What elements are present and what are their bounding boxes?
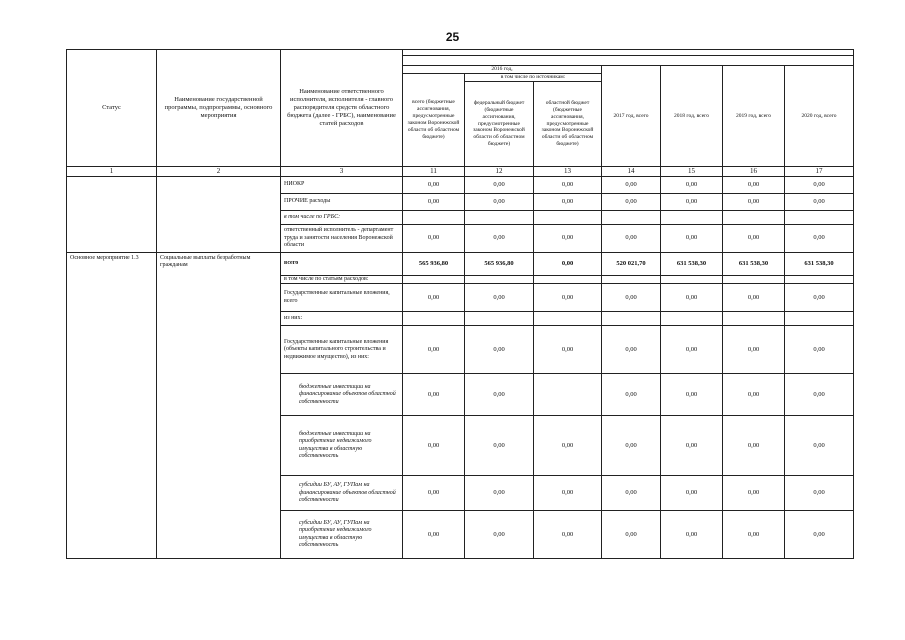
value-cell: 0,00 bbox=[785, 176, 854, 193]
column-index: 15 bbox=[661, 167, 723, 177]
header-blank-second bbox=[403, 56, 854, 66]
value-cell: 565 936,80 bbox=[403, 252, 465, 275]
value-cell: 0,00 bbox=[785, 374, 854, 416]
value-cell: 0,00 bbox=[403, 224, 465, 252]
value-cell: 0,00 bbox=[661, 416, 723, 476]
value-cell bbox=[602, 312, 661, 326]
program-cell: Социальные выплаты безработным гражданам bbox=[157, 252, 281, 559]
column-index: 11 bbox=[403, 167, 465, 177]
value-cell: 0,00 bbox=[534, 284, 602, 312]
value-cell: 0,00 bbox=[602, 326, 661, 374]
value-cell: 631 538,30 bbox=[785, 252, 854, 275]
value-cell bbox=[785, 275, 854, 284]
row-label: субсидии БУ, АУ, ГУПам на приобретение недвижимого имущества в областную собственность bbox=[281, 511, 403, 559]
value-cell: 0,00 bbox=[602, 374, 661, 416]
value-cell: 0,00 bbox=[465, 511, 534, 559]
row-label: ответственный исполнитель - департамент труда и занятости населения Воронежской области bbox=[281, 224, 403, 252]
header-total: всего (бюджетные ассигнования, предусмотренные законом Воронежской области об областном бюджете) bbox=[403, 74, 465, 167]
value-cell bbox=[534, 275, 602, 284]
value-cell: 0,00 bbox=[661, 284, 723, 312]
value-cell: 0,00 bbox=[723, 476, 785, 511]
value-cell bbox=[465, 275, 534, 284]
value-cell: 0,00 bbox=[602, 416, 661, 476]
value-cell bbox=[723, 312, 785, 326]
value-cell bbox=[534, 374, 602, 416]
value-cell: 0,00 bbox=[785, 193, 854, 210]
row-label: из них: bbox=[281, 312, 403, 326]
value-cell: 0,00 bbox=[723, 326, 785, 374]
value-cell: 0,00 bbox=[602, 476, 661, 511]
value-cell bbox=[661, 275, 723, 284]
value-cell bbox=[403, 312, 465, 326]
value-cell: 0,00 bbox=[785, 511, 854, 559]
value-cell: 0,00 bbox=[723, 511, 785, 559]
value-cell: 0,00 bbox=[661, 176, 723, 193]
value-cell: 0,00 bbox=[602, 224, 661, 252]
row-label: бюджетные инвестиции на приобретение недвижимого имущества в областную собственность bbox=[281, 416, 403, 476]
header-federal: федеральный бюджет (бюджетные ассигнования, предусмотренные законом Воронежской области об областном бюджете) bbox=[465, 82, 534, 167]
header-2017: 2017 год, всего bbox=[602, 66, 661, 167]
column-index: 13 bbox=[534, 167, 602, 177]
header-year-2016: 2016 год, bbox=[403, 66, 602, 74]
column-index: 1 bbox=[67, 167, 157, 177]
header-2019: 2019 год, всего bbox=[723, 66, 785, 167]
value-cell bbox=[534, 210, 602, 224]
value-cell: 0,00 bbox=[661, 511, 723, 559]
page-number: 25 bbox=[445, 30, 460, 44]
value-cell: 0,00 bbox=[465, 193, 534, 210]
value-cell: 0,00 bbox=[403, 416, 465, 476]
column-index: 2 bbox=[157, 167, 281, 177]
value-cell: 0,00 bbox=[465, 284, 534, 312]
header-2020: 2020 год, всего bbox=[785, 66, 854, 167]
value-cell: 0,00 bbox=[723, 374, 785, 416]
status-cell: Основное мероприятие 1.3 bbox=[67, 252, 157, 559]
value-cell bbox=[602, 210, 661, 224]
value-cell: 0,00 bbox=[403, 326, 465, 374]
value-cell: 0,00 bbox=[602, 193, 661, 210]
value-cell: 0,00 bbox=[661, 193, 723, 210]
value-cell: 0,00 bbox=[534, 326, 602, 374]
column-index: 12 bbox=[465, 167, 534, 177]
row-label: Государственные капитальные вложения, всего bbox=[281, 284, 403, 312]
value-cell bbox=[403, 275, 465, 284]
value-cell: 631 538,30 bbox=[723, 252, 785, 275]
value-cell: 0,00 bbox=[723, 176, 785, 193]
header-regional: областной бюджет (бюджетные ассигнования, предусмотренные законом Воронежской области об областном бюджете) bbox=[534, 82, 602, 167]
column-index: 14 bbox=[602, 167, 661, 177]
value-cell: 0,00 bbox=[661, 224, 723, 252]
value-cell: 0,00 bbox=[465, 416, 534, 476]
value-cell: 0,00 bbox=[403, 511, 465, 559]
value-cell: 0,00 bbox=[661, 476, 723, 511]
value-cell: 0,00 bbox=[661, 326, 723, 374]
value-cell bbox=[602, 275, 661, 284]
row-label: НИОКР bbox=[281, 176, 403, 193]
value-cell: 0,00 bbox=[785, 416, 854, 476]
value-cell: 0,00 bbox=[723, 224, 785, 252]
value-cell: 0,00 bbox=[534, 224, 602, 252]
header-2018: 2018 год, всего bbox=[661, 66, 723, 167]
value-cell: 0,00 bbox=[602, 284, 661, 312]
header-status: Статус bbox=[67, 50, 157, 167]
value-cell: 0,00 bbox=[785, 224, 854, 252]
value-cell: 0,00 bbox=[602, 176, 661, 193]
value-cell bbox=[785, 312, 854, 326]
row-label: субсидии БУ, АУ, ГУПам на финансирование объектов областной собственности bbox=[281, 476, 403, 511]
value-cell: 0,00 bbox=[403, 476, 465, 511]
value-cell: 0,00 bbox=[661, 374, 723, 416]
value-cell: 0,00 bbox=[534, 476, 602, 511]
value-cell bbox=[661, 312, 723, 326]
value-cell: 0,00 bbox=[723, 193, 785, 210]
value-cell: 0,00 bbox=[534, 176, 602, 193]
header-program: Наименование государственной программы, подпрограммы, основного мероприятия bbox=[157, 50, 281, 167]
value-cell: 0,00 bbox=[534, 416, 602, 476]
value-cell: 0,00 bbox=[403, 284, 465, 312]
value-cell: 0,00 bbox=[465, 476, 534, 511]
value-cell bbox=[403, 210, 465, 224]
row-label: бюджетные инвестиции на финансирование объектов областной собственности bbox=[281, 374, 403, 416]
row-label: в том числе по статьям расходов: bbox=[281, 275, 403, 284]
value-cell: 0,00 bbox=[403, 374, 465, 416]
value-cell: 0,00 bbox=[465, 326, 534, 374]
column-index-row bbox=[67, 167, 854, 177]
row-label: ПРОЧИЕ расходы bbox=[281, 193, 403, 210]
header-executor: Наименование ответственного исполнителя, исполнителя - главного распорядителя средств областного бюджета (далее - ГРБС), наименование статей расходов bbox=[281, 50, 403, 167]
value-cell: 0,00 bbox=[465, 224, 534, 252]
value-cell: 0,00 bbox=[403, 176, 465, 193]
table-row bbox=[67, 176, 854, 193]
column-index: 3 bbox=[281, 167, 403, 177]
budget-table bbox=[66, 49, 854, 559]
value-cell: 0,00 bbox=[534, 193, 602, 210]
table-row bbox=[67, 252, 854, 275]
value-cell bbox=[465, 312, 534, 326]
row-label: в том числе по ГРБС: bbox=[281, 210, 403, 224]
value-cell: 0,00 bbox=[785, 326, 854, 374]
column-index: 17 bbox=[785, 167, 854, 177]
value-cell: 0,00 bbox=[723, 416, 785, 476]
value-cell: 0,00 bbox=[465, 176, 534, 193]
value-cell: 0,00 bbox=[723, 284, 785, 312]
value-cell: 0,00 bbox=[785, 284, 854, 312]
value-cell bbox=[785, 210, 854, 224]
value-cell: 0,00 bbox=[465, 374, 534, 416]
value-cell: 0,00 bbox=[403, 193, 465, 210]
row-label: Государственные капитальные вложения (объекты капитального строительства и недвижимое имущество), из них: bbox=[281, 326, 403, 374]
value-cell bbox=[723, 210, 785, 224]
value-cell: 0,00 bbox=[602, 511, 661, 559]
program-cell-empty bbox=[157, 176, 281, 252]
value-cell: 0,00 bbox=[534, 511, 602, 559]
column-index: 16 bbox=[723, 167, 785, 177]
value-cell bbox=[534, 312, 602, 326]
row-label: всего bbox=[281, 252, 403, 275]
value-cell bbox=[465, 210, 534, 224]
value-cell bbox=[661, 210, 723, 224]
value-cell: 520 021,70 bbox=[602, 252, 661, 275]
value-cell: 0,00 bbox=[534, 252, 602, 275]
value-cell: 0,00 bbox=[785, 476, 854, 511]
value-cell bbox=[723, 275, 785, 284]
value-cell: 631 538,30 bbox=[661, 252, 723, 275]
header-by-sources: в том числе по источникам: bbox=[465, 74, 602, 82]
status-cell-empty bbox=[67, 176, 157, 252]
value-cell: 565 936,80 bbox=[465, 252, 534, 275]
